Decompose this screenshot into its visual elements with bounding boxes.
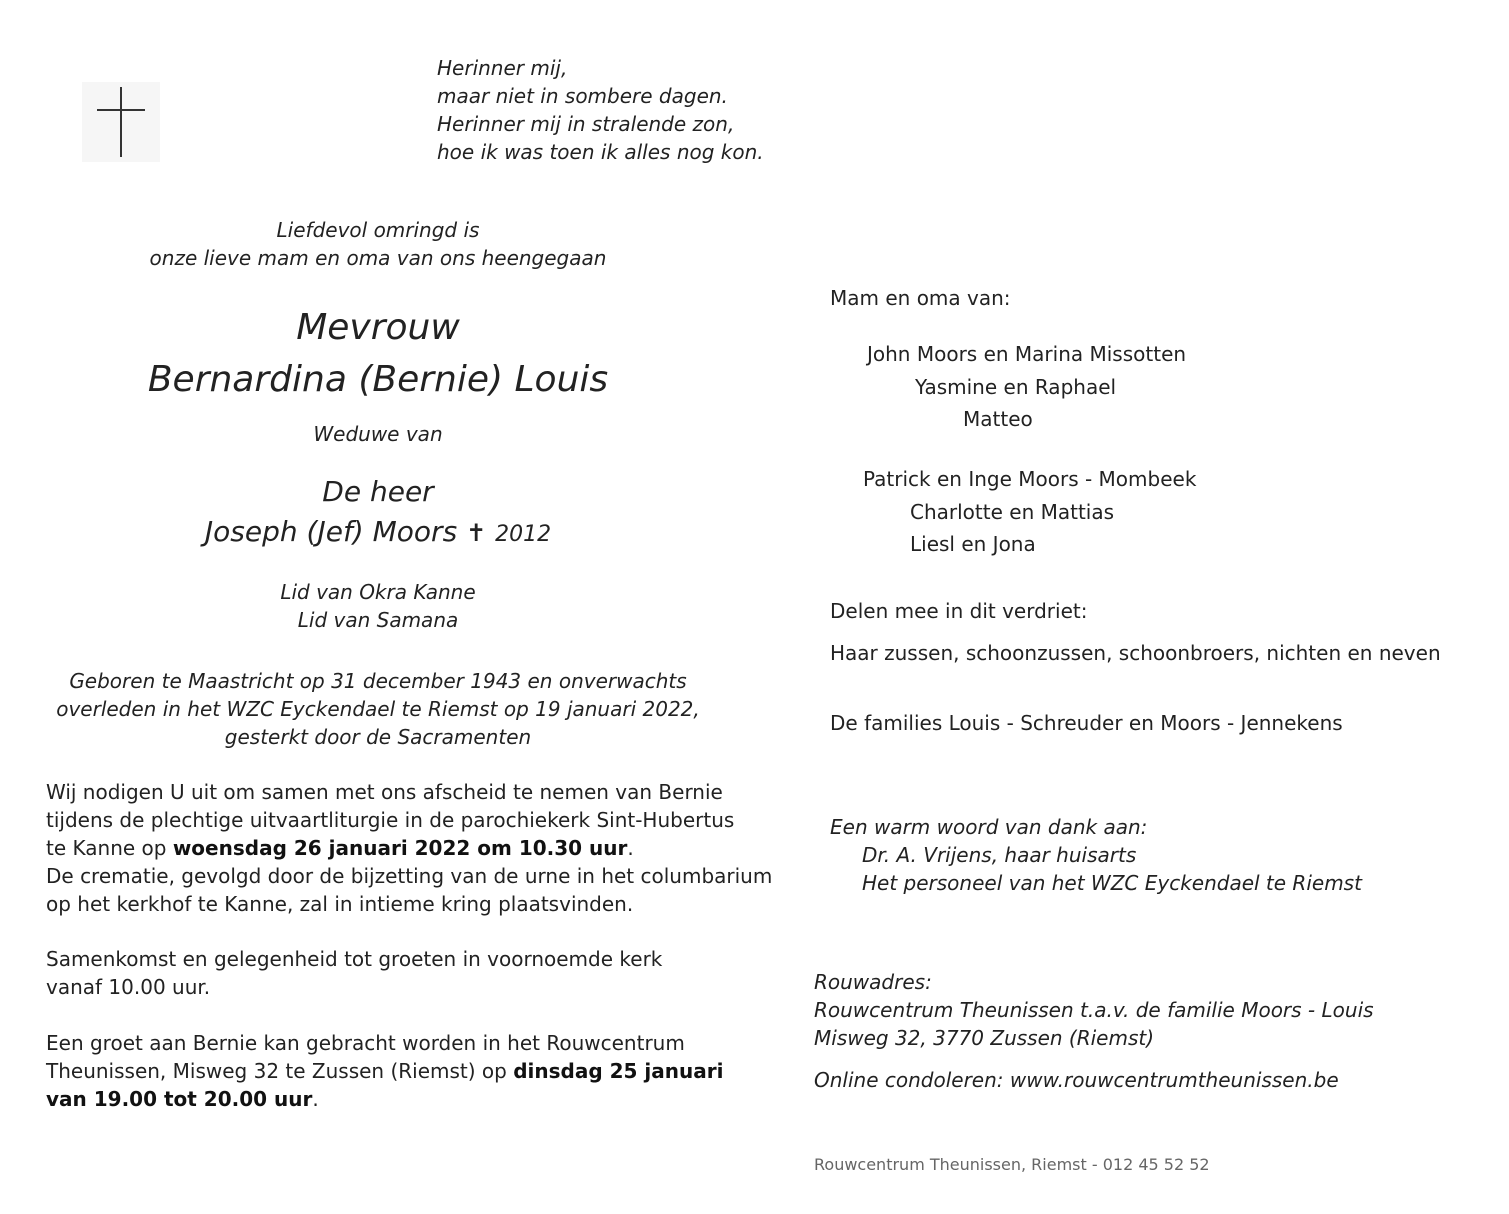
gathering-line: Samenkomst en gelegenheid tot groeten in voornoemde kerk: [46, 947, 663, 971]
visit-time: van 19.00 tot 20.00 uur: [46, 1087, 313, 1111]
visit-line: [46, 1085, 723, 1113]
poem: [437, 54, 764, 166]
family-member: Charlotte en Mattias: [910, 500, 1115, 524]
birth-death: [0, 667, 756, 751]
share-line: Haar zussen, schoonzussen, schoonbroers, nichten en neven: [830, 641, 1441, 665]
share-line: De families Louis - Schreuder en Moors - Jennekens: [830, 711, 1343, 735]
funeral-date: woensdag 26 januari 2022 om 10.30 uur: [172, 836, 628, 860]
cross-horizontal-bar: [97, 109, 145, 111]
visit-date: dinsdag 25 januari: [513, 1059, 724, 1083]
thanks-line: Het personeel van het WZC Eyckendael te Riemst: [862, 871, 1362, 895]
birth-death-line: overleden in het WZC Eyckendael te Riemst op 19 januari 2022,: [56, 697, 700, 721]
poem-line: maar niet in sombere dagen.: [437, 84, 728, 108]
intro: [0, 216, 756, 272]
family-member: Yasmine en Raphael: [915, 375, 1117, 399]
deceased-name: Bernardina (Bernie) Louis: [147, 359, 609, 400]
husband-year: 2012: [495, 522, 552, 547]
poem-line: hoe ik was toen ik alles nog kon.: [437, 140, 764, 164]
address-line: Rouwcentrum Theunissen t.a.v. de familie Moors - Louis: [814, 998, 1374, 1022]
husband-title: De heer: [322, 475, 434, 508]
poem-line: Herinner mij in stralende zon,: [437, 112, 735, 136]
family-member: Liesl en Jona: [910, 532, 1036, 556]
share-heading: Delen mee in dit verdriet:: [830, 599, 1088, 623]
family-member: Matteo: [963, 407, 1033, 431]
birth-death-line: Geboren te Maastricht op 31 december 1943 en onverwachts: [69, 669, 687, 693]
cross-vertical-bar: [120, 87, 122, 157]
online-condolences: Online condoleren: www.rouwcentrumtheunissen.be: [814, 1068, 1339, 1092]
address-heading: Rouwadres:: [814, 970, 932, 994]
address: [814, 968, 1374, 1052]
family-heading: Mam en oma van:: [830, 286, 1011, 310]
invitation-line: Wij nodigen U uit om samen met ons afscheid te nemen van Bernie: [46, 780, 723, 804]
visit: [46, 1029, 723, 1113]
widow-of: Weduwe van: [313, 422, 443, 446]
visit-line: Een groet aan Bernie kan gebracht worden in het Rouwcentrum: [46, 1031, 685, 1055]
invitation-text: te Kanne op: [46, 836, 173, 860]
visit-text: Theunissen, Misweg 32 te Zussen (Riemst) op: [46, 1059, 514, 1083]
husband-block: [0, 472, 756, 555]
family-member: John Moors en Marina Missotten: [867, 342, 1187, 366]
intro-line: onze lieve mam en oma van ons heengegaan: [149, 246, 607, 270]
membership: Lid van Samana: [297, 608, 459, 632]
membership: Lid van Okra Kanne: [280, 580, 476, 604]
birth-death-line: gesterkt door de Sacramenten: [224, 725, 532, 749]
visit-line: [46, 1057, 723, 1085]
invitation-line: tijdens de plechtige uitvaartliturgie in de parochiekerk Sint-Hubertus: [46, 808, 735, 832]
visit-text: .: [312, 1087, 319, 1111]
invitation-line: [46, 834, 772, 862]
deceased-block: [0, 302, 756, 406]
invitation-line: De crematie, gevolgd door de bijzetting van de urne in het columbarium: [46, 864, 773, 888]
gathering-line: vanaf 10.00 uur.: [46, 975, 211, 999]
intro-line: Liefdevol omringd is: [276, 218, 480, 242]
cross-icon: ✝: [466, 519, 487, 547]
invitation-text: .: [627, 836, 634, 860]
thanks: [830, 813, 1362, 897]
thanks-line: Dr. A. Vrijens, haar huisarts: [862, 843, 1137, 867]
invitation: [46, 778, 772, 918]
poem-line: Herinner mij,: [437, 56, 568, 80]
memberships: [0, 578, 756, 634]
husband-name: Joseph (Jef) Moors: [204, 515, 458, 548]
gathering: [46, 945, 662, 1001]
invitation-line: op het kerkhof te Kanne, zal in intieme kring plaatsvinden.: [46, 892, 634, 916]
husband-line: [0, 512, 756, 555]
thanks-heading: Een warm woord van dank aan:: [830, 815, 1148, 839]
address-line: Misweg 32, 3770 Zussen (Riemst): [814, 1026, 1155, 1050]
footer: Rouwcentrum Theunissen, Riemst - 012 45 52 52: [814, 1155, 1210, 1174]
family-member: Patrick en Inge Moors - Mombeek: [863, 467, 1197, 491]
title: Mevrouw: [296, 307, 460, 348]
